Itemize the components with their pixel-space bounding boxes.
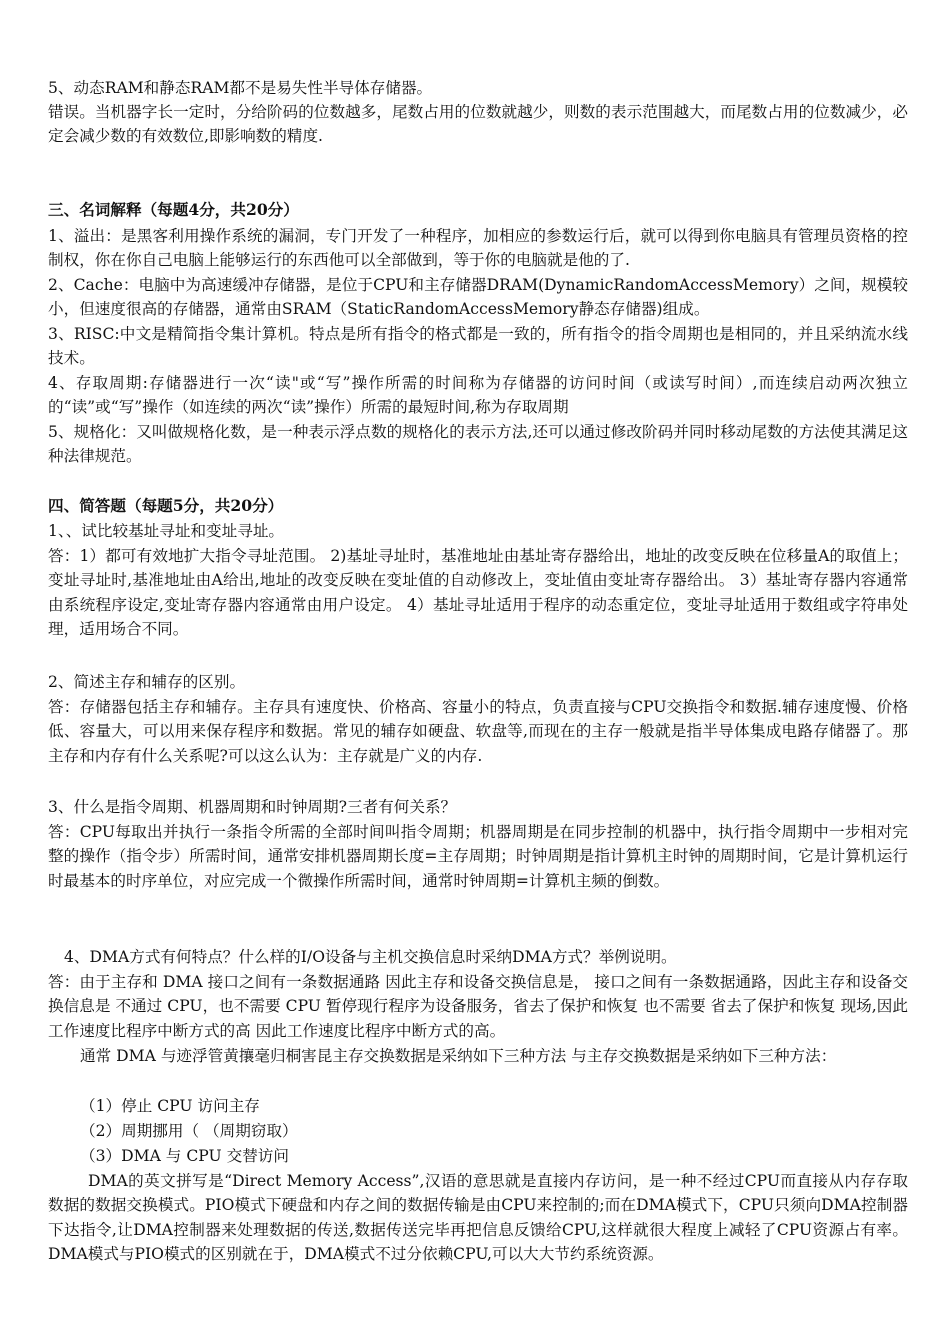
answer-3: 答：CPU每取出并执行一条指令所需的全部时间叫指令周期；机器周期是在同步控制的机器中，执行指令周期中一步相对完整的操作（指令步）所需时间，通常安排机器周期长度=主存周期；时钟周期是指计算机主时钟的周期时间，它是计算机运行时最基本的时序单位，对应完成一个微操作所需时间，通常时钟周期=计算机主频的倒数。	[48, 823, 908, 890]
dma-method-3: （3）DMA 与 CPU 交替访问	[80, 1147, 289, 1165]
answer-5: 错误。当机器字长一定时，分给阶码的位数越多，尾数占用的位数就越少，则数的表示范围越大，而尾数占用的位数减少，必定会减少数的有效数位,即影响数的精度.	[48, 103, 908, 146]
answer-4: 答：由于主存和 DMA 接口之间有一条数据通路 因此主存和设备交换信息是， 接口之间有一条数据通路，因此主存和设备交换信息是 不通过 CPU，也不需要 CPU 暂停现行程序为设备服务，省去了保护和恢复 也不需要 省去了保护和恢复 现场,因此工作速度比程序中断方式的高 因此工作速度比程序中断方式的高。	[48, 973, 908, 1040]
dma-method-2: （2）周期挪用（ （周期窃取）	[80, 1122, 298, 1140]
statement-5: 5、动态RAM和静态RAM都不是易失性半导体存储器。	[48, 79, 433, 97]
term-normalization: 5、规格化：又叫做规格化数，是一种表示浮点数的规格化的表示方法,还可以通过修改阶码并同时移动尾数的方法使其满足这种法律规范。	[48, 423, 908, 466]
answer-1: 答：1）都可有效地扩大指令寻址范围。 2)基址寻址时，基准地址由基址寄存器给出，地址的改变反映在位移量A的取值上；变址寻址时,基准地址由A给出,地址的改变反映在变址值的自动修改上，变址值由变址寄存器给出。 3）基址寄存器内容通常由系统程序设定,变址寄存器内容通常由用户设定。 4）基址寻址适用于程序的动态重定位，变址寻址适用于数组或字符串处理，适用场合不同。	[48, 547, 908, 639]
term-overflow: 1、溢出：是黑客利用操作系统的漏洞，专门开发了一种程序，加相应的参数运行后，就可以得到你电脑具有管理员资格的控制权，你在你自己电脑上能够运行的东西他可以全部做到，等于你的电脑就是他的了.	[48, 227, 908, 270]
question-1: 1、、试比较基址寻址和变址寻址。	[48, 522, 285, 540]
term-cache: 2、Cache：电脑中为高速缓冲存储器，是位于CPU和主存储器DRAM(DynamicRandomAccessMemory）之间，规模较小，但速度很高的存储器，通常由SRAM（StaticRandomAccessMemory静态存储器)组成。	[48, 276, 908, 319]
term-risc: 3、RISC:中文是精简指令集计算机。特点是所有指令的格式都是一致的，所有指令的指令周期也是相同的，并且采纳流水线技术。	[48, 325, 908, 368]
question-4: 4、DMA方式有何特点？什么样的I/O设备与主机交换信息时采纳DMA方式？举例说明。	[64, 948, 677, 966]
question-2: 2、简述主存和辅存的区别。	[48, 673, 246, 691]
dma-explanation: DMA的英文拼写是“Direct Memory Access”,汉语的意思就是直接内存访问，是一种不经过CPU而直接从内存存取数据的数据交换模式。PIO模式下硬盘和内存之间的数据传输是由CPU来控制的;而在DMA模式下，CPU只须向DMA控制器下达指令,让DMA控制器来处理数据的传送,数据传送完毕再把信息反馈给CPU,这样就很大程度上减轻了CPU资源占有率。DMA模式与PIO模式的区别就在于，DMA模式不过分依赖CPU,可以大大节约系统资源。	[48, 1172, 908, 1264]
term-access-cycle: 4、存取周期:存储器进行一次“读"或“写”操作所需的时间称为存储器的访问时间（或读写时间）,而连续启动两次独立的“读”或“写”操作（如连续的两次“读”操作）所需的最短时间,称为存取周期	[48, 374, 908, 417]
section-4-heading: 四、简答题（每题5分，共20分）	[48, 496, 284, 515]
dma-methods-intro: 通常 DMA 与迹浮管黄攘毫归桐害昆主存交换数据是采纳如下三种方法 与主存交换数据是采纳如下三种方法：	[80, 1047, 837, 1065]
dma-method-1: （1）停止 CPU 访问主存	[80, 1097, 260, 1115]
answer-2: 答：存储器包括主存和辅存。主存具有速度快、价格高、容量小的特点，负责直接与CPU交换指令和数据.辅存速度慢、价格低、容量大，可以用来保存程序和数据。常见的辅存如硬盘、软盘等,而现在的主存一般就是指半导体集成电路存储器了。那主存和内存有什么关系呢?可以这么认为：主存就是广义的内存.	[48, 698, 908, 765]
section-3-heading: 三、名词解释（每题4分，共20分）	[48, 200, 299, 219]
question-3: 3、什么是指令周期、机器周期和时钟周期?三者有何关系？	[48, 798, 457, 816]
